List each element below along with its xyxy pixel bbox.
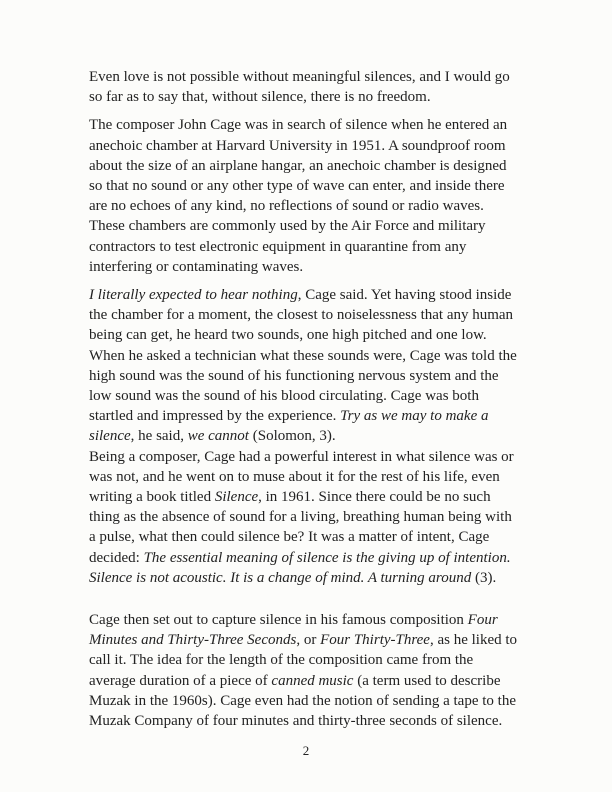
paragraph (89, 285, 531, 447)
italic-run: Minutes and Thirty-Three Seconds (89, 632, 297, 649)
text-line (89, 257, 531, 277)
text-run: Even love is not possible without meaningful silences, and I would go (89, 69, 510, 85)
text-run: startled and impressed by the experience. (89, 408, 341, 425)
text-run: high sound was the sound of his functioning nervous system and the (89, 367, 499, 384)
text-run: low sound was the sound of his blood circulating. Cage was both (89, 388, 479, 405)
text-line (89, 426, 531, 446)
text-line (89, 386, 531, 406)
italic-run: Four Thirty-Three (320, 632, 430, 649)
paragraph (89, 610, 531, 731)
text-line (89, 366, 531, 386)
italic-run: Silence (214, 489, 259, 506)
text-line (89, 447, 531, 467)
text-line (89, 527, 531, 547)
text-line (89, 610, 531, 630)
paragraph (89, 447, 531, 588)
text-line (89, 237, 531, 257)
text-line (89, 691, 531, 711)
text-run: average duration of a piece of (89, 672, 272, 689)
italic-run: we cannot (187, 428, 249, 445)
text-line (89, 285, 531, 305)
text-run: , or (296, 632, 321, 649)
text-line (89, 115, 531, 135)
text-run: (Solomon, 3). (248, 428, 336, 445)
text-run: , Cage said. Yet having stood inside (297, 287, 512, 304)
text-run: Muzak Company of four minutes and thirty-three seconds of silence. (89, 713, 503, 730)
text-run: the chamber for a moment, the closest to noiselessness that any human (89, 307, 514, 324)
text-line (89, 671, 531, 691)
page-number: 2 (302, 743, 310, 758)
text-run: Cage then set out to capture silence in his famous composition (89, 612, 468, 629)
text-run: The composer John Cage was in search of silence when he entered an (89, 117, 508, 134)
text-run: a pulse, what then could silence be? It was a matter of intent, Cage (89, 529, 490, 546)
text-run: are no echoes of any kind, no reflections of sound or radio waves. (89, 198, 484, 215)
text-run: , he said, (130, 428, 188, 445)
text-run: These chambers are commonly used by the Air Force and military (89, 218, 486, 235)
text-line (89, 548, 531, 568)
italic-run: I literally expected to hear nothing (89, 287, 298, 304)
italic-run: Silence is not acoustic. It is a change of mind. A turning around (89, 569, 472, 586)
text-run: about the size of an airplane hangar, an anechoic chamber is designed (89, 157, 507, 174)
text-run: (3). (471, 569, 497, 586)
text-run: interfering or contaminating waves. (89, 258, 304, 275)
text-line (89, 136, 531, 156)
italic-run: Try as we may to make a (340, 408, 489, 425)
text-line (89, 346, 531, 366)
text-line (89, 507, 531, 527)
text-run: anechoic chamber at Harvard University in 1951. A soundproof room (89, 137, 506, 154)
text-line (89, 630, 531, 650)
text-run: was not, and he went on to muse about it for the rest of his life, even (89, 468, 500, 485)
paragraph (89, 67, 531, 107)
text-run: , as he liked to (429, 632, 518, 649)
text-line (89, 568, 531, 588)
text-line (89, 216, 531, 236)
text-line (89, 711, 531, 731)
text-line (89, 196, 531, 216)
text-run: call it. The idea for the length of the composition came from the (89, 652, 474, 669)
text-line (89, 406, 531, 426)
text-line (89, 650, 531, 670)
text-run: , in 1961. Since there could be no such (258, 489, 491, 506)
text-run: contractors to test electronic equipment in quarantine from any (89, 238, 467, 255)
paragraph (89, 115, 531, 277)
italic-run: silence (89, 428, 131, 445)
text-line (89, 325, 531, 345)
text-line (89, 467, 531, 487)
text-run: Muzak in the 1960s). Cage even had the notion of sending a tape to the (89, 692, 516, 709)
text-line (89, 487, 531, 507)
text-line (89, 87, 531, 107)
text-run: When he asked a technician what these sounds were, Cage was told the (89, 347, 517, 364)
italic-run: The essential meaning of silence is the giving up of intention. (143, 549, 511, 566)
text-line (89, 305, 531, 325)
text-run: Being a composer, Cage had a powerful interest in what silence was or (89, 448, 514, 465)
italic-run: Four (467, 612, 498, 629)
text-run: thing as the absence of sound for a living, breathing human being with (89, 509, 512, 526)
text-run: so that no sound or any other type of wave can enter, and inside there (89, 178, 505, 195)
text-line (89, 67, 531, 87)
text-line (89, 176, 531, 196)
italic-run: canned music (271, 672, 354, 689)
body-text (89, 67, 531, 731)
text-run: decided: (89, 549, 144, 566)
text-run: being can get, he heard two sounds, one high pitched and one low. (89, 327, 487, 344)
text-run: so far as to say that, without silence, there is no freedom. (89, 89, 431, 106)
text-line (89, 156, 531, 176)
text-run: (a term used to describe (353, 672, 501, 689)
text-run: writing a book titled (89, 489, 215, 506)
